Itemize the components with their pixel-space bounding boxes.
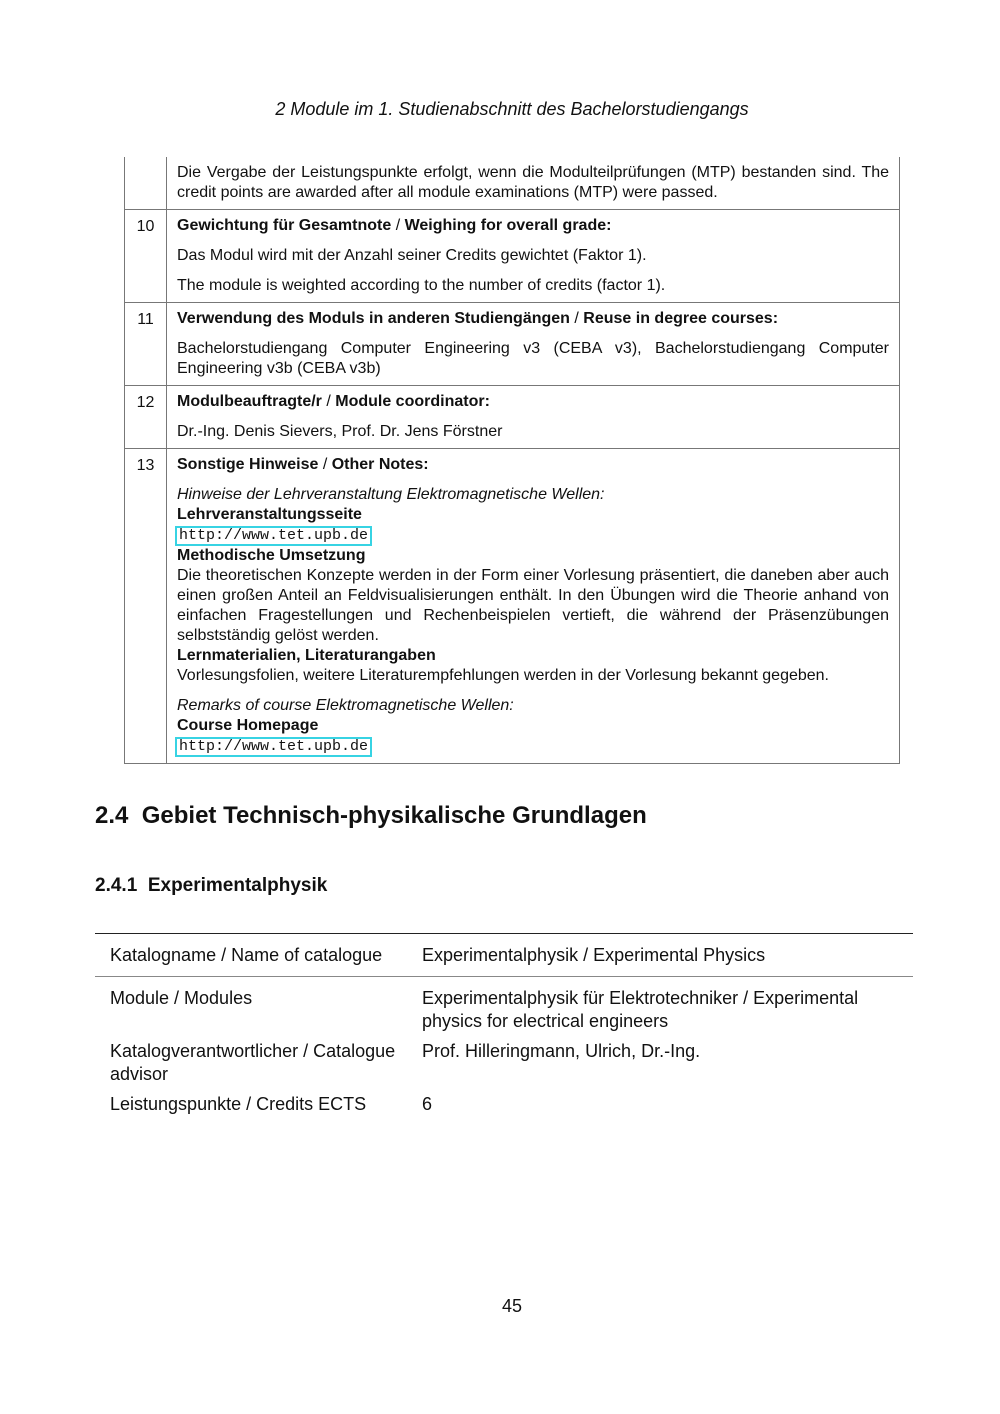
catalog-value: 6 — [422, 1094, 433, 1114]
catalog-label: Leistungspunkte / Credits ECTS — [110, 1094, 367, 1114]
catalog-value: Experimentalphysik für Elektrotechniker / Experimental physics for electrical engineers — [422, 988, 859, 1031]
reuse-text: Bachelorstudiengang Computer Engineering v3 (CEBA v3), Bachelorstudiengang Computer Engineering v3b (CEBA v3b) — [177, 340, 889, 377]
row-title-en: Module coordinator: — [335, 393, 490, 410]
catalog-table — [95, 933, 913, 1116]
credit-award-text-en: The credit points are awarded after all module examinations (MTP) were passed. — [177, 164, 890, 201]
row-content — [167, 210, 900, 303]
table-row — [125, 386, 900, 449]
row-title-en: Reuse in degree courses: — [583, 310, 779, 327]
credit-award-text-de: Die Vergabe der Leistungspunkte erfolgt, wenn die Modulteilprüfungen (MTP) bestanden sind. — [177, 164, 856, 181]
materials-label: Lernmaterialien, Literaturangaben — [177, 647, 436, 664]
module-table — [124, 157, 900, 764]
table-row — [125, 210, 900, 303]
homepage-label-de: Lehrveranstaltungsseite — [177, 506, 362, 523]
row-title-separator: / — [318, 456, 332, 473]
weighting-text-de: Das Modul wird mit der Anzahl seiner Credits gewichtet (Faktor 1). — [177, 247, 647, 264]
catalog-header-row — [95, 934, 913, 976]
section-number: 2.4 — [95, 802, 129, 829]
table-row — [125, 157, 900, 210]
section-title: Gebiet Technisch-physikalische Grundlagen — [141, 802, 647, 829]
catalog-label: Module / Modules — [110, 988, 253, 1008]
row-title-en: Other Notes: — [331, 456, 429, 473]
notes-intro-de: Hinweise der Lehrveranstaltung Elektromagnetische Wellen: — [177, 486, 605, 503]
catalog-name-label: Katalogname / Name of catalogue — [110, 945, 383, 965]
subsection-heading — [95, 875, 327, 897]
row-title-de: Verwendung des Moduls in anderen Studiengängen — [177, 310, 570, 327]
notes-intro-en: Remarks of course Elektromagnetische Wellen: — [177, 697, 514, 714]
catalog-label: Katalogverantwortlicher / Catalogue advisor — [110, 1041, 396, 1084]
row-number: 13 — [125, 449, 167, 764]
row-title-de: Gewichtung für Gesamtnote — [177, 217, 392, 234]
row-title — [177, 455, 889, 475]
row-title-separator: / — [391, 217, 405, 234]
row-number: 11 — [125, 303, 167, 386]
catalog-row — [95, 1033, 913, 1086]
subsection-number: 2.4.1 — [95, 875, 138, 896]
row-title — [177, 309, 889, 329]
running-header: 2 Module im 1. Studienabschnitt des Bachelorstudiengangs — [275, 99, 749, 119]
materials-text: Vorlesungsfolien, weitere Literaturempfehlungen werden in der Vorlesung bekannt gegeben. — [177, 667, 829, 684]
catalog-row — [95, 1086, 913, 1116]
table-row — [125, 303, 900, 386]
section-heading — [95, 802, 647, 830]
row-title-en: Weighing for overall grade: — [404, 217, 612, 234]
subsection-title: Experimentalphysik — [147, 875, 328, 896]
page-number: 45 — [501, 1296, 523, 1316]
row-content — [167, 157, 900, 210]
row-title — [177, 216, 889, 236]
weighting-text-en: The module is weighted according to the number of credits (factor 1). — [177, 277, 666, 294]
method-label: Methodische Umsetzung — [177, 547, 366, 564]
notes-en — [177, 696, 889, 757]
row-title-separator: / — [569, 310, 584, 327]
row-title-separator: / — [321, 393, 336, 410]
homepage-label-en: Course Homepage — [177, 717, 319, 734]
row-content — [167, 449, 900, 764]
table-row — [125, 449, 900, 764]
row-content — [167, 303, 900, 386]
row-number: 10 — [125, 210, 167, 303]
catalog-row — [95, 977, 913, 1033]
homepage-link-de[interactable]: http://www.tet.upb.de — [175, 526, 372, 546]
row-title-de: Sonstige Hinweise — [177, 456, 319, 473]
catalog-name-value: Experimentalphysik / Experimental Physics — [422, 945, 766, 965]
row-title — [177, 392, 889, 412]
coordinator-text: Dr.-Ing. Denis Sievers, Prof. Dr. Jens Förstner — [177, 423, 503, 440]
method-text: Die theoretischen Konzepte werden in der Form einer Vorlesung präsentiert, die daneben aber auch einen großen Anteil an Feldvisualisierungen enthält. In den Übungen wird die Theorie anhand von einfachen Fragestellungen und Rechenbeispielen vertieft, die während der Präsenzübungen selbstständig gelöst werden. — [177, 567, 889, 644]
notes-de — [177, 485, 889, 686]
row-title-de: Modulbeauftragte/r — [177, 393, 322, 410]
row-number — [125, 157, 167, 210]
row-number: 12 — [125, 386, 167, 449]
catalog-value: Prof. Hilleringmann, Ulrich, Dr.-Ing. — [422, 1041, 701, 1061]
homepage-link-en[interactable]: http://www.tet.upb.de — [175, 737, 372, 757]
row-content — [167, 386, 900, 449]
